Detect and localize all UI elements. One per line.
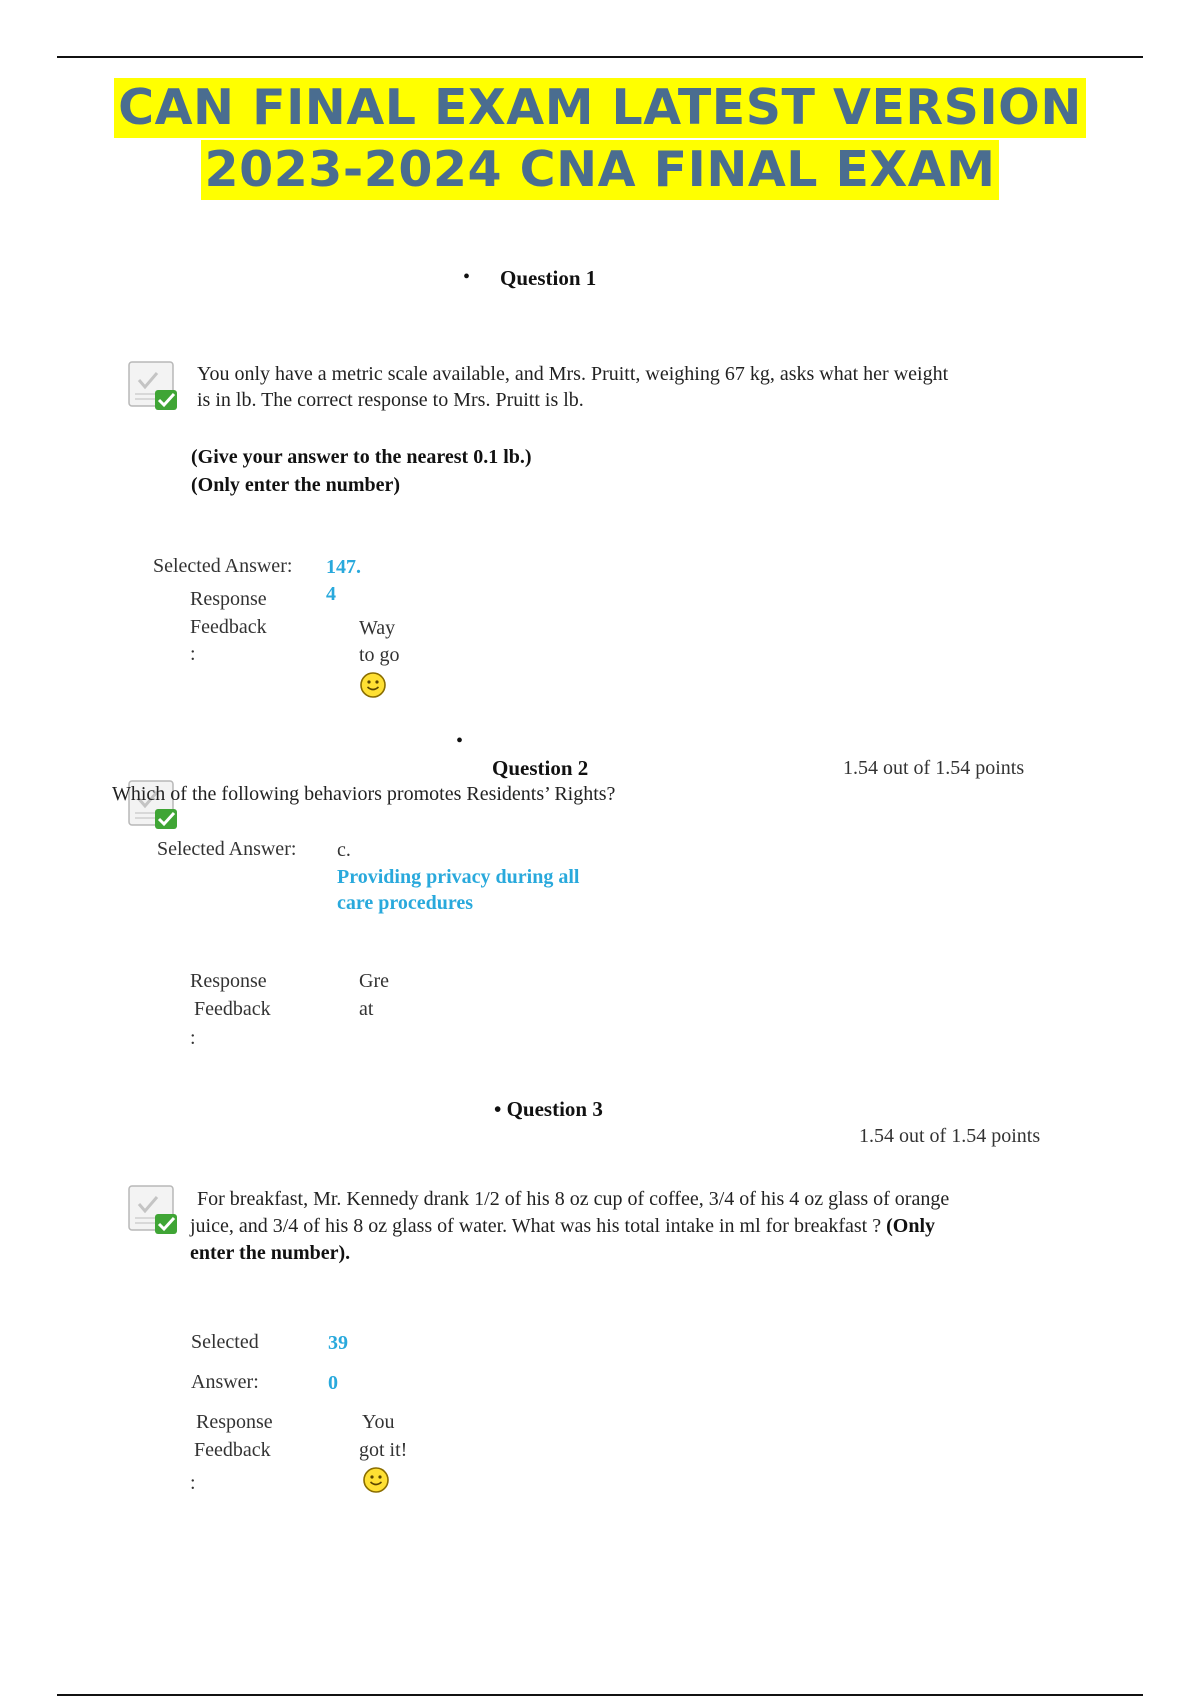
correct-answer-icon	[127, 1184, 181, 1238]
response-feedback-colon: :	[190, 1027, 196, 1049]
selected-answer-value: 39	[328, 1332, 348, 1354]
response-feedback-text: You	[362, 1411, 395, 1433]
question-heading: Question 1	[500, 266, 597, 290]
question-heading: • Question 3	[494, 1097, 603, 1121]
question-bullet: •	[456, 730, 464, 752]
smiley-icon	[359, 671, 387, 699]
selected-answer-label: Selected	[191, 1331, 259, 1353]
question-points: 1.54 out of 1.54 points	[859, 1125, 1041, 1147]
correct-answer-icon	[127, 360, 181, 414]
response-feedback-label-2: Feedback	[194, 1439, 271, 1461]
question-text-line-2: is in lb. The correct response to Mrs. Pruitt is lb.	[197, 389, 584, 411]
question-text-line-2-bold: (Only	[886, 1215, 936, 1237]
response-feedback-label: Response	[196, 1411, 273, 1433]
selected-answer-value-cont: 4	[326, 583, 336, 605]
question-heading: Question 2	[492, 756, 589, 780]
response-feedback-text-2: at	[359, 998, 374, 1020]
response-feedback-text-2: to go	[359, 644, 400, 666]
selected-answer-label: Selected Answer:	[157, 838, 297, 860]
question-note-2: (Only enter the number)	[191, 474, 401, 496]
question-text-line-1: Which of the following behaviors promotes Residents’ Rights?	[112, 783, 616, 805]
selected-answer-value-cont: 0	[328, 1372, 338, 1394]
selected-answer-label: Selected Answer:	[153, 555, 293, 577]
question-text-line-1: For breakfast, Mr. Kennedy drank 1/2 of his 8 oz cup of coffee, 3/4 of his 4 oz glass of orange	[197, 1188, 950, 1210]
response-feedback-colon: :	[190, 1472, 196, 1494]
response-feedback-text: Way	[359, 617, 396, 639]
title-line-1: CAN FINAL EXAM LATEST VERSION	[114, 78, 1086, 138]
selected-answer-value: Providing privacy during all	[337, 866, 580, 888]
response-feedback-label-2: Feedback	[190, 616, 267, 638]
question-text-line-3: enter the number).	[190, 1242, 351, 1264]
response-feedback-colon: :	[190, 643, 196, 665]
document-subtitle	[0, 140, 1200, 200]
top-divider	[57, 56, 1143, 58]
title-line-2: 2023-2024 CNA FINAL EXAM	[201, 140, 1000, 200]
response-feedback-text-2: got it!	[359, 1439, 408, 1461]
bottom-divider	[57, 1694, 1143, 1696]
response-feedback-label: Response	[190, 588, 267, 610]
selected-answer-value-cont: care procedures	[337, 892, 474, 914]
question-text-line-2-plain: juice, and 3/4 of his 8 oz glass of water. What was his total intake in ml for breakfast ?	[190, 1215, 887, 1237]
question-bullet: •	[463, 266, 471, 288]
selected-answer-letter: c.	[337, 839, 351, 861]
response-feedback-label: Response	[190, 970, 267, 992]
selected-answer-value: 147.	[326, 556, 361, 578]
document-title	[0, 78, 1200, 138]
response-feedback-label-2: Feedback	[194, 998, 271, 1020]
selected-answer-label-2: Answer:	[191, 1371, 259, 1393]
question-text-line-2	[190, 1213, 935, 1239]
question-text-line-1: You only have a metric scale available, and Mrs. Pruitt, weighing 67 kg, asks what her weight	[197, 363, 949, 385]
question-points: 1.54 out of 1.54 points	[843, 757, 1025, 779]
response-feedback-text: Gre	[359, 970, 389, 992]
question-note-1: (Give your answer to the nearest 0.1 lb.)	[191, 446, 532, 468]
smiley-icon	[362, 1466, 390, 1494]
